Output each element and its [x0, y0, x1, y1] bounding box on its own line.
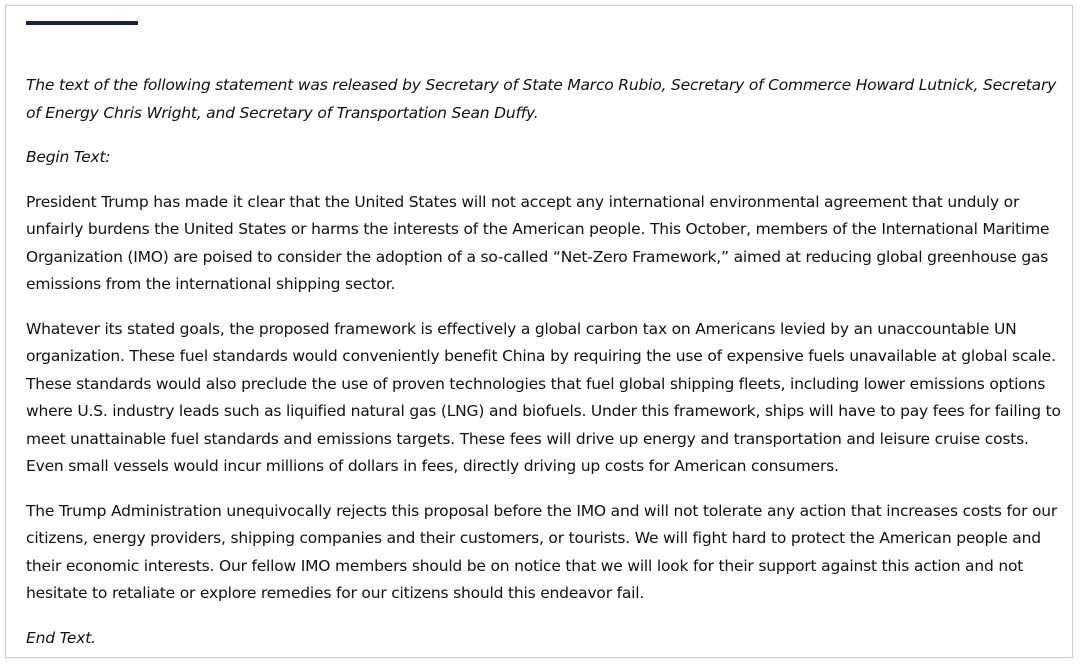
statement-panel	[5, 5, 1073, 658]
header-accent-rule	[26, 21, 138, 25]
statement-paragraph-3: The Trump Administration unequivocally rejects this proposal before the IMO and will not tolerate any action that increases costs for our citizens, energy providers, shipping companies and their customers, or tourists. We will fight hard to protect the American people and their economic interests. Our fellow IMO members should be on notice that we will look for their support against this action and not hesitate to retaliate or explore remedies for our citizens should this endeavor fail.	[26, 501, 1058, 602]
statement-intro: The text of the following statement was released by Secretary of State Marco Rubio, Secretary of Commerce Howard Lutnick, Secretary of Energy Chris Wright, and Secretary of Transportation Sean Duffy.	[26, 76, 1057, 122]
begin-text-label: Begin Text:	[26, 148, 111, 166]
statement-body	[26, 72, 1066, 658]
end-text-label: End Text.	[26, 628, 96, 647]
statement-paragraph-1: President Trump has made it clear that the United States will not accept any international environmental agreement that unduly or unfairly burdens the United States or harms the interests of the American people. This October, members of the International Maritime Organization (IMO) are poised to consider the adoption of a so-called “Net-Zero Framework,” aimed at reducing global greenhouse gas emissions from the international shipping sector.	[26, 192, 1050, 293]
statement-paragraph-2: Whatever its stated goals, the proposed framework is effectively a global carbon tax on Americans levied by an unaccountable UN organization. These fuel standards would conveniently benefit China by requiring the use of expensive fuels unavailable at global scale. These standards would also preclude the use of proven technologies that fuel global shipping fleets, including lower emissions options where U.S. industry leads such as liquified natural gas (LNG) and biofuels. Under this framework, ships will have to pay fees for failing to meet unattainable fuel standards and emissions targets. These fees will drive up energy and transportation and leisure cruise costs. Even small vessels would incur millions of dollars in fees, directly driving up costs for American consumers.	[26, 319, 1061, 475]
